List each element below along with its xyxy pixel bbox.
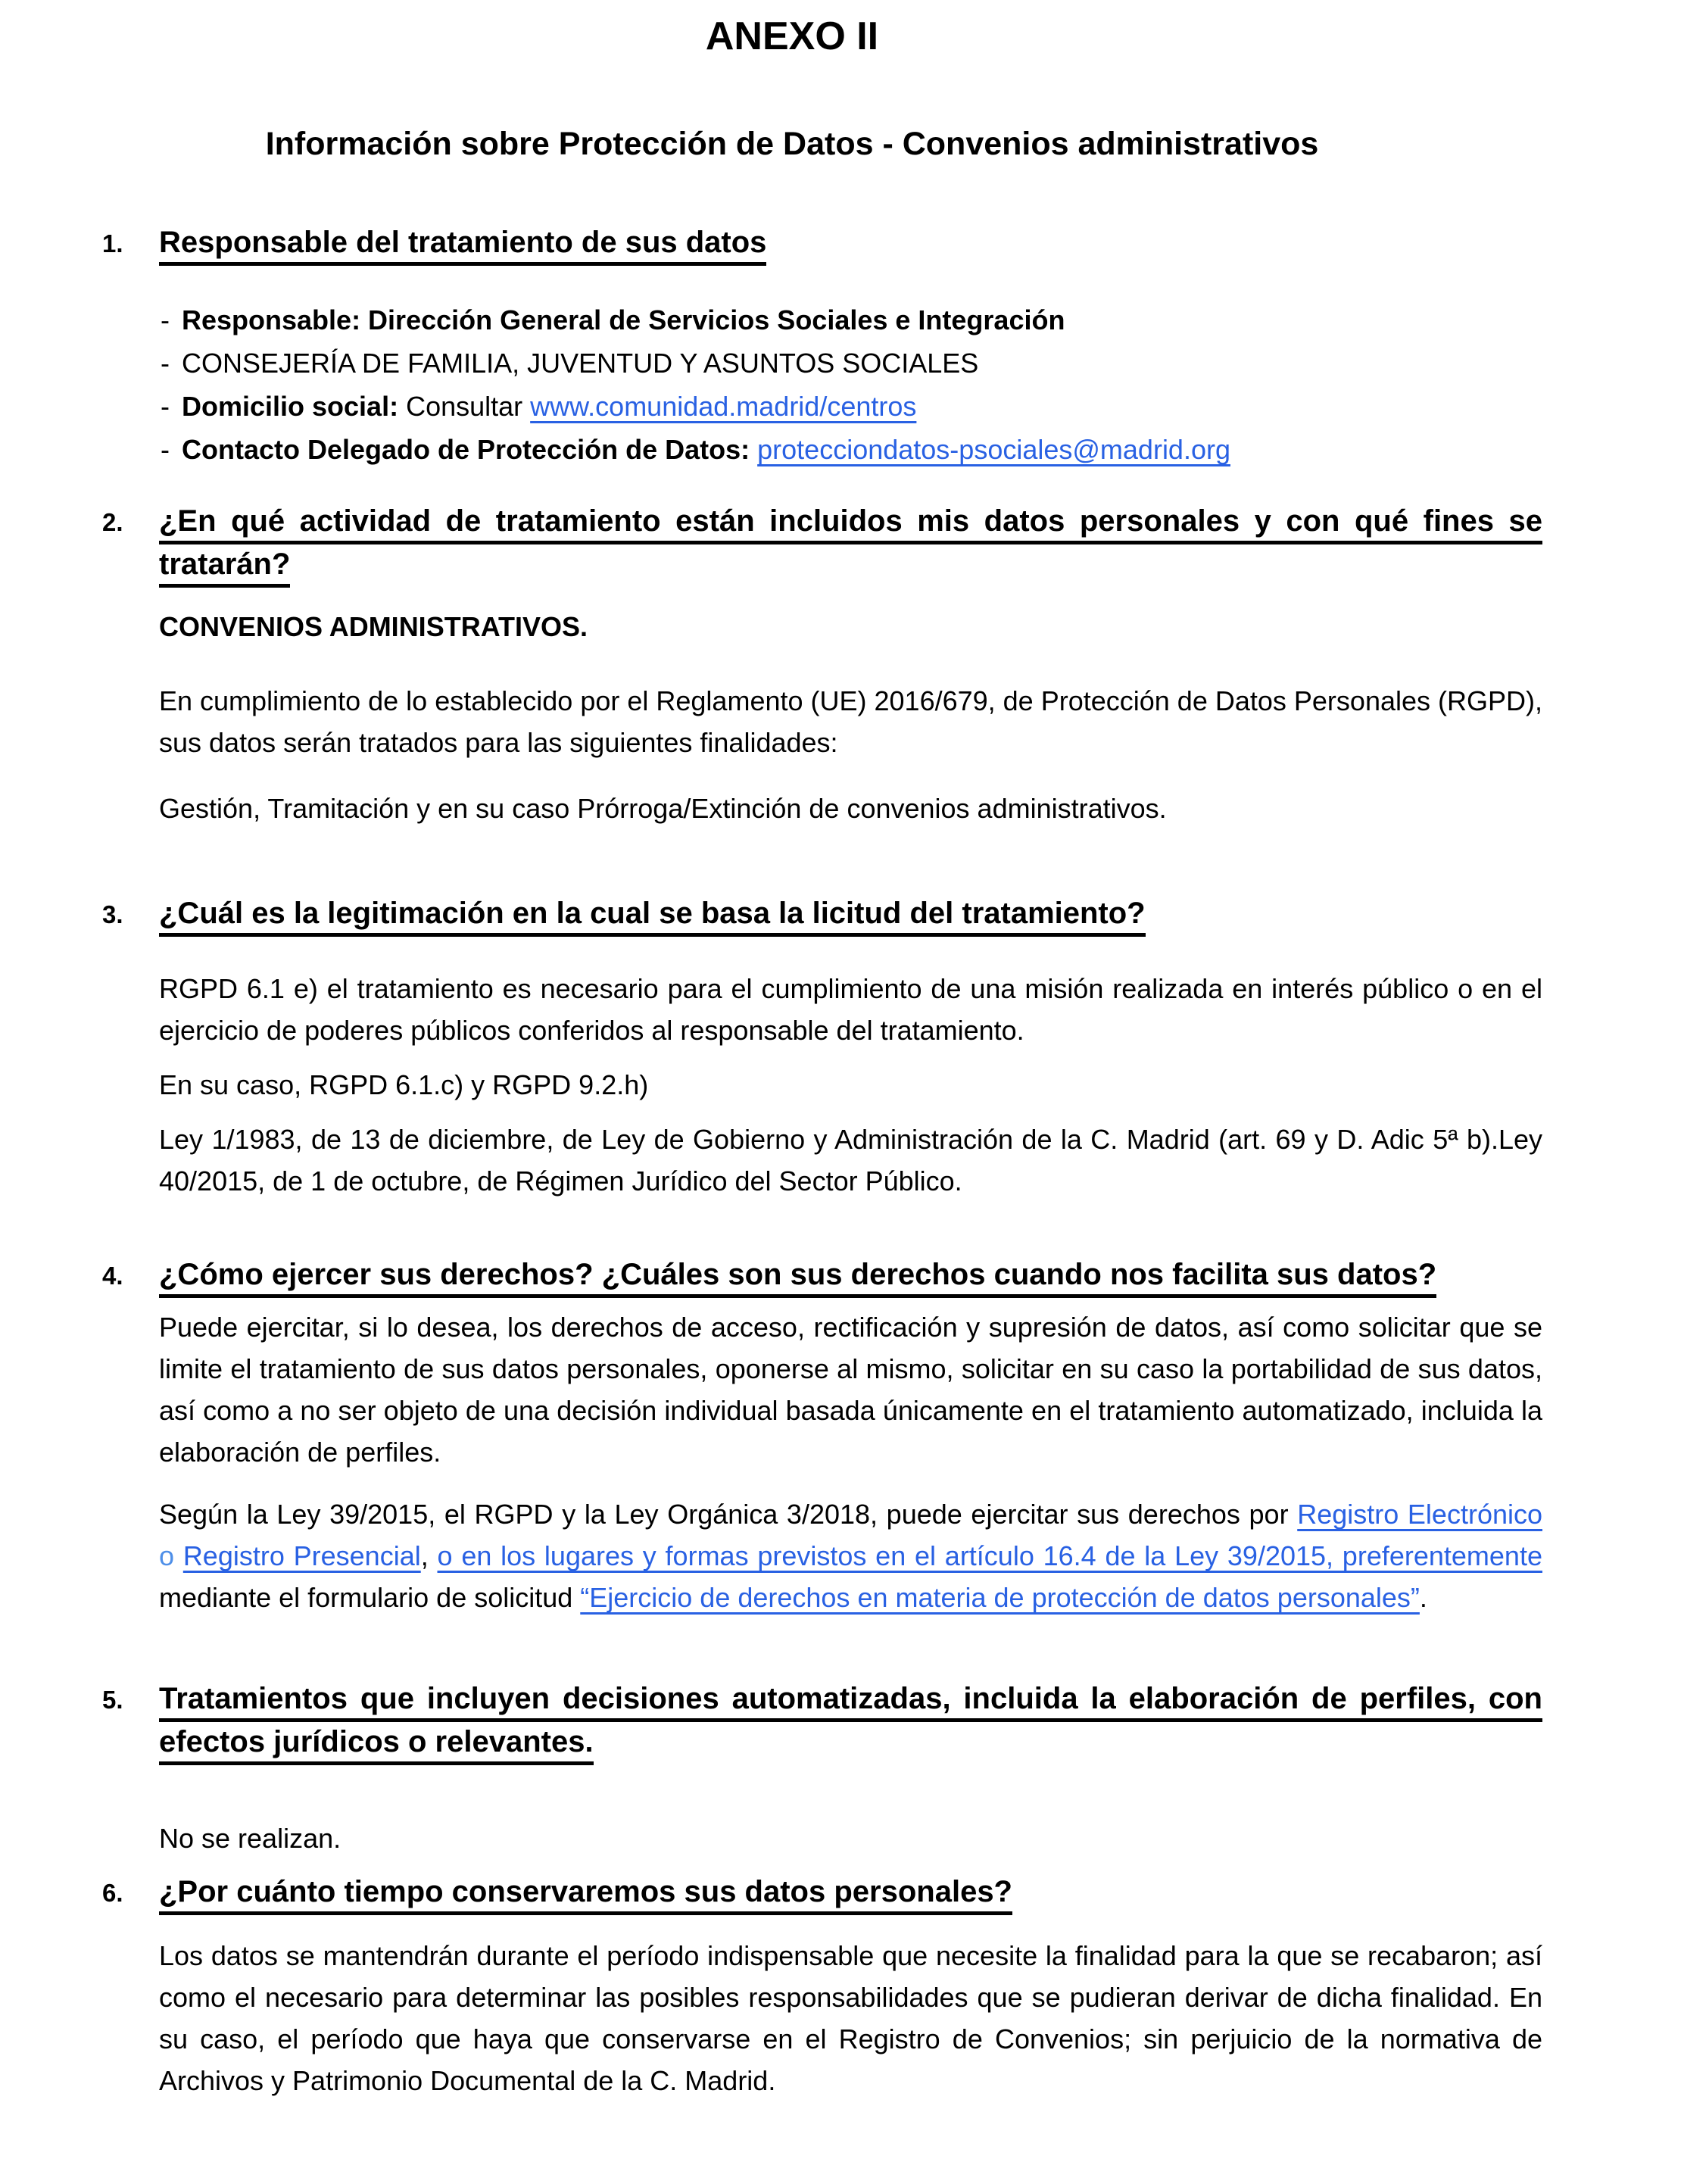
section-5-number: 5. — [102, 1686, 123, 1714]
section-1-number: 1. — [102, 229, 123, 257]
section-3-heading — [159, 892, 1542, 935]
section-2-number: 2. — [102, 508, 123, 536]
paragraph-plazo-conservacion: Los datos se mantendrán durante el período indispensable que necesite la finalidad para la que se recabaron; así como el necesario para determinar las posibles responsabilidades que se pudieran derivar de dicha finalidad. En su caso, el período que haya que conservarse en el Registro de Convenios; sin perjuicio de la normativa de Archivos y Patrimonio Documental de la C. Madrid. — [159, 1940, 1542, 2096]
link-registro-electronico[interactable]: Registro Electrónico — [1297, 1499, 1542, 1530]
segun-intro-text: Según la Ley 39/2015, el RGPD y la Ley Orgánica 3/2018, puede ejercitar sus derechos por — [159, 1499, 1298, 1530]
section-4-heading — [159, 1253, 1542, 1296]
section-3 — [102, 892, 1542, 1202]
dash-bullet: - — [161, 391, 170, 422]
mediante-text: mediante el formulario de solicitud — [159, 1582, 581, 1613]
item-consejeria-text: CONSEJERÍA DE FAMILIA, JUVENTUD Y ASUNTOS SOCIALES — [182, 348, 979, 379]
section-4-number: 4. — [102, 1262, 123, 1290]
section-1-heading-text: Responsable del tratamiento de sus datos — [159, 226, 766, 266]
link-o-conjunction[interactable]: o — [159, 1540, 175, 1571]
section-1-heading — [159, 221, 1542, 264]
section-2-heading — [159, 500, 1542, 586]
section-6-heading — [159, 1870, 1542, 1914]
section-5-heading-text: Tratamientos que incluyen decisiones automatizadas, incluida la elaboración de perfiles, con efectos jurídicos o relevantes. — [159, 1682, 1542, 1765]
section-3-body — [159, 892, 1542, 1202]
paragraph-convenios: CONVENIOS ADMINISTRATIVOS. — [159, 611, 588, 642]
section-6-body — [159, 1870, 1542, 2101]
section-1 — [102, 221, 1542, 471]
section-6 — [102, 1870, 1542, 2101]
paragraph-gestion: Gestión, Tramitación y en su caso Prórroga/Extinción de convenios administrativos. — [159, 793, 1167, 824]
section-4 — [102, 1253, 1542, 1618]
paragraph-segun-ley — [159, 1493, 1542, 1618]
paragraph-no-se-realizan: No se realizan. — [159, 1823, 341, 1854]
list-item — [161, 385, 1542, 428]
section-6-number: 6. — [102, 1879, 123, 1907]
section-1-list — [161, 298, 1542, 471]
title-block — [102, 15, 1542, 165]
dash-bullet: - — [161, 348, 170, 379]
item-contacto-spacer — [750, 434, 757, 465]
doc-subtitle: Información sobre Protección de Datos - Convenios administrativos — [265, 126, 1319, 162]
section-3-heading-text: ¿Cuál es la legitimación en la cual se basa la licitud del tratamiento? — [159, 897, 1146, 937]
item-contacto-label: Contacto Delegado de Protección de Datos: — [182, 434, 750, 465]
section-6-heading-text: ¿Por cuánto tiempo conservaremos sus datos personales? — [159, 1875, 1012, 1915]
paragraph-puede-ejercitar: Puede ejercitar, si lo desea, los derechos de acceso, rectificación y supresión de datos, así como solicitar que se limite el tratamiento de sus datos personales, oponerse al mismo, solicitar en su caso la portabilidad de sus datos, así como a no ser objeto de una decisión individual basada únicamente en el tratamiento automatizado, incluida la elaboración de perfiles. — [159, 1312, 1542, 1468]
list-item — [161, 342, 1542, 385]
separator: , — [420, 1540, 438, 1571]
section-2-heading-text: ¿En qué actividad de tratamiento están incluidos mis datos personales y con qué fines se tratarán? — [159, 504, 1542, 588]
section-5 — [102, 1677, 1542, 1859]
paragraph-ley: Ley 1/1983, de 13 de diciembre, de Ley de Gobierno y Administración de la C. Madrid (art. 69 y D. Adic 5ª b).Ley 40/2015, de 1 de octubre, de Régimen Jurídico del Sector Público. — [159, 1124, 1542, 1197]
section-1-body — [159, 221, 1542, 471]
section-2-body — [159, 500, 1542, 829]
list-item — [161, 428, 1542, 471]
link-ejercicio-derechos[interactable]: “Ejercicio de derechos en materia de protección de datos personales” — [580, 1582, 1420, 1613]
section-5-body — [159, 1677, 1542, 1859]
section-4-heading-text: ¿Cómo ejercer sus derechos? ¿Cuáles son sus derechos cuando nos facilita sus datos? — [159, 1258, 1436, 1298]
section-5-heading — [159, 1677, 1542, 1764]
final-period: . — [1419, 1582, 1427, 1613]
section-3-number: 3. — [102, 900, 123, 928]
separator — [174, 1540, 183, 1571]
paragraph-cumplimiento: En cumplimiento de lo establecido por el Reglamento (UE) 2016/679, de Protección de Datos Personales (RGPD), sus datos serán tratados para las siguientes finalidades: — [159, 685, 1542, 758]
dash-bullet: - — [161, 434, 170, 465]
list-item — [161, 298, 1542, 342]
doc-title: ANEXO II — [705, 14, 879, 58]
item-domicilio-label: Domicilio social: — [182, 391, 399, 422]
link-protecciondatos-email[interactable]: protecciondatos-psociales@madrid.org — [757, 434, 1230, 465]
link-registro-presencial[interactable]: Registro Presencial — [182, 1540, 421, 1571]
dash-bullet: - — [161, 304, 170, 335]
section-2 — [102, 500, 1542, 829]
link-lugares-articulo-16-4[interactable]: o en los lugares y formas previstos en el artículo 16.4 de la Ley 39/2015, preferentemente — [437, 1540, 1542, 1571]
item-domicilio-text: Consultar — [398, 391, 531, 422]
paragraph-en-su-caso: En su caso, RGPD 6.1.c) y RGPD 9.2.h) — [159, 1069, 649, 1100]
paragraph-rgpd: RGPD 6.1 e) el tratamiento es necesario para el cumplimiento de una misión realizada en interés público o en el ejercicio de poderes públicos conferidos al responsable del tratamiento. — [159, 973, 1542, 1046]
link-comunidad-madrid-centros[interactable]: www.comunidad.madrid/centros — [530, 391, 917, 422]
item-responsable-text: Responsable: Dirección General de Servicios Sociales e Integración — [182, 304, 1065, 335]
section-4-body — [159, 1253, 1542, 1618]
